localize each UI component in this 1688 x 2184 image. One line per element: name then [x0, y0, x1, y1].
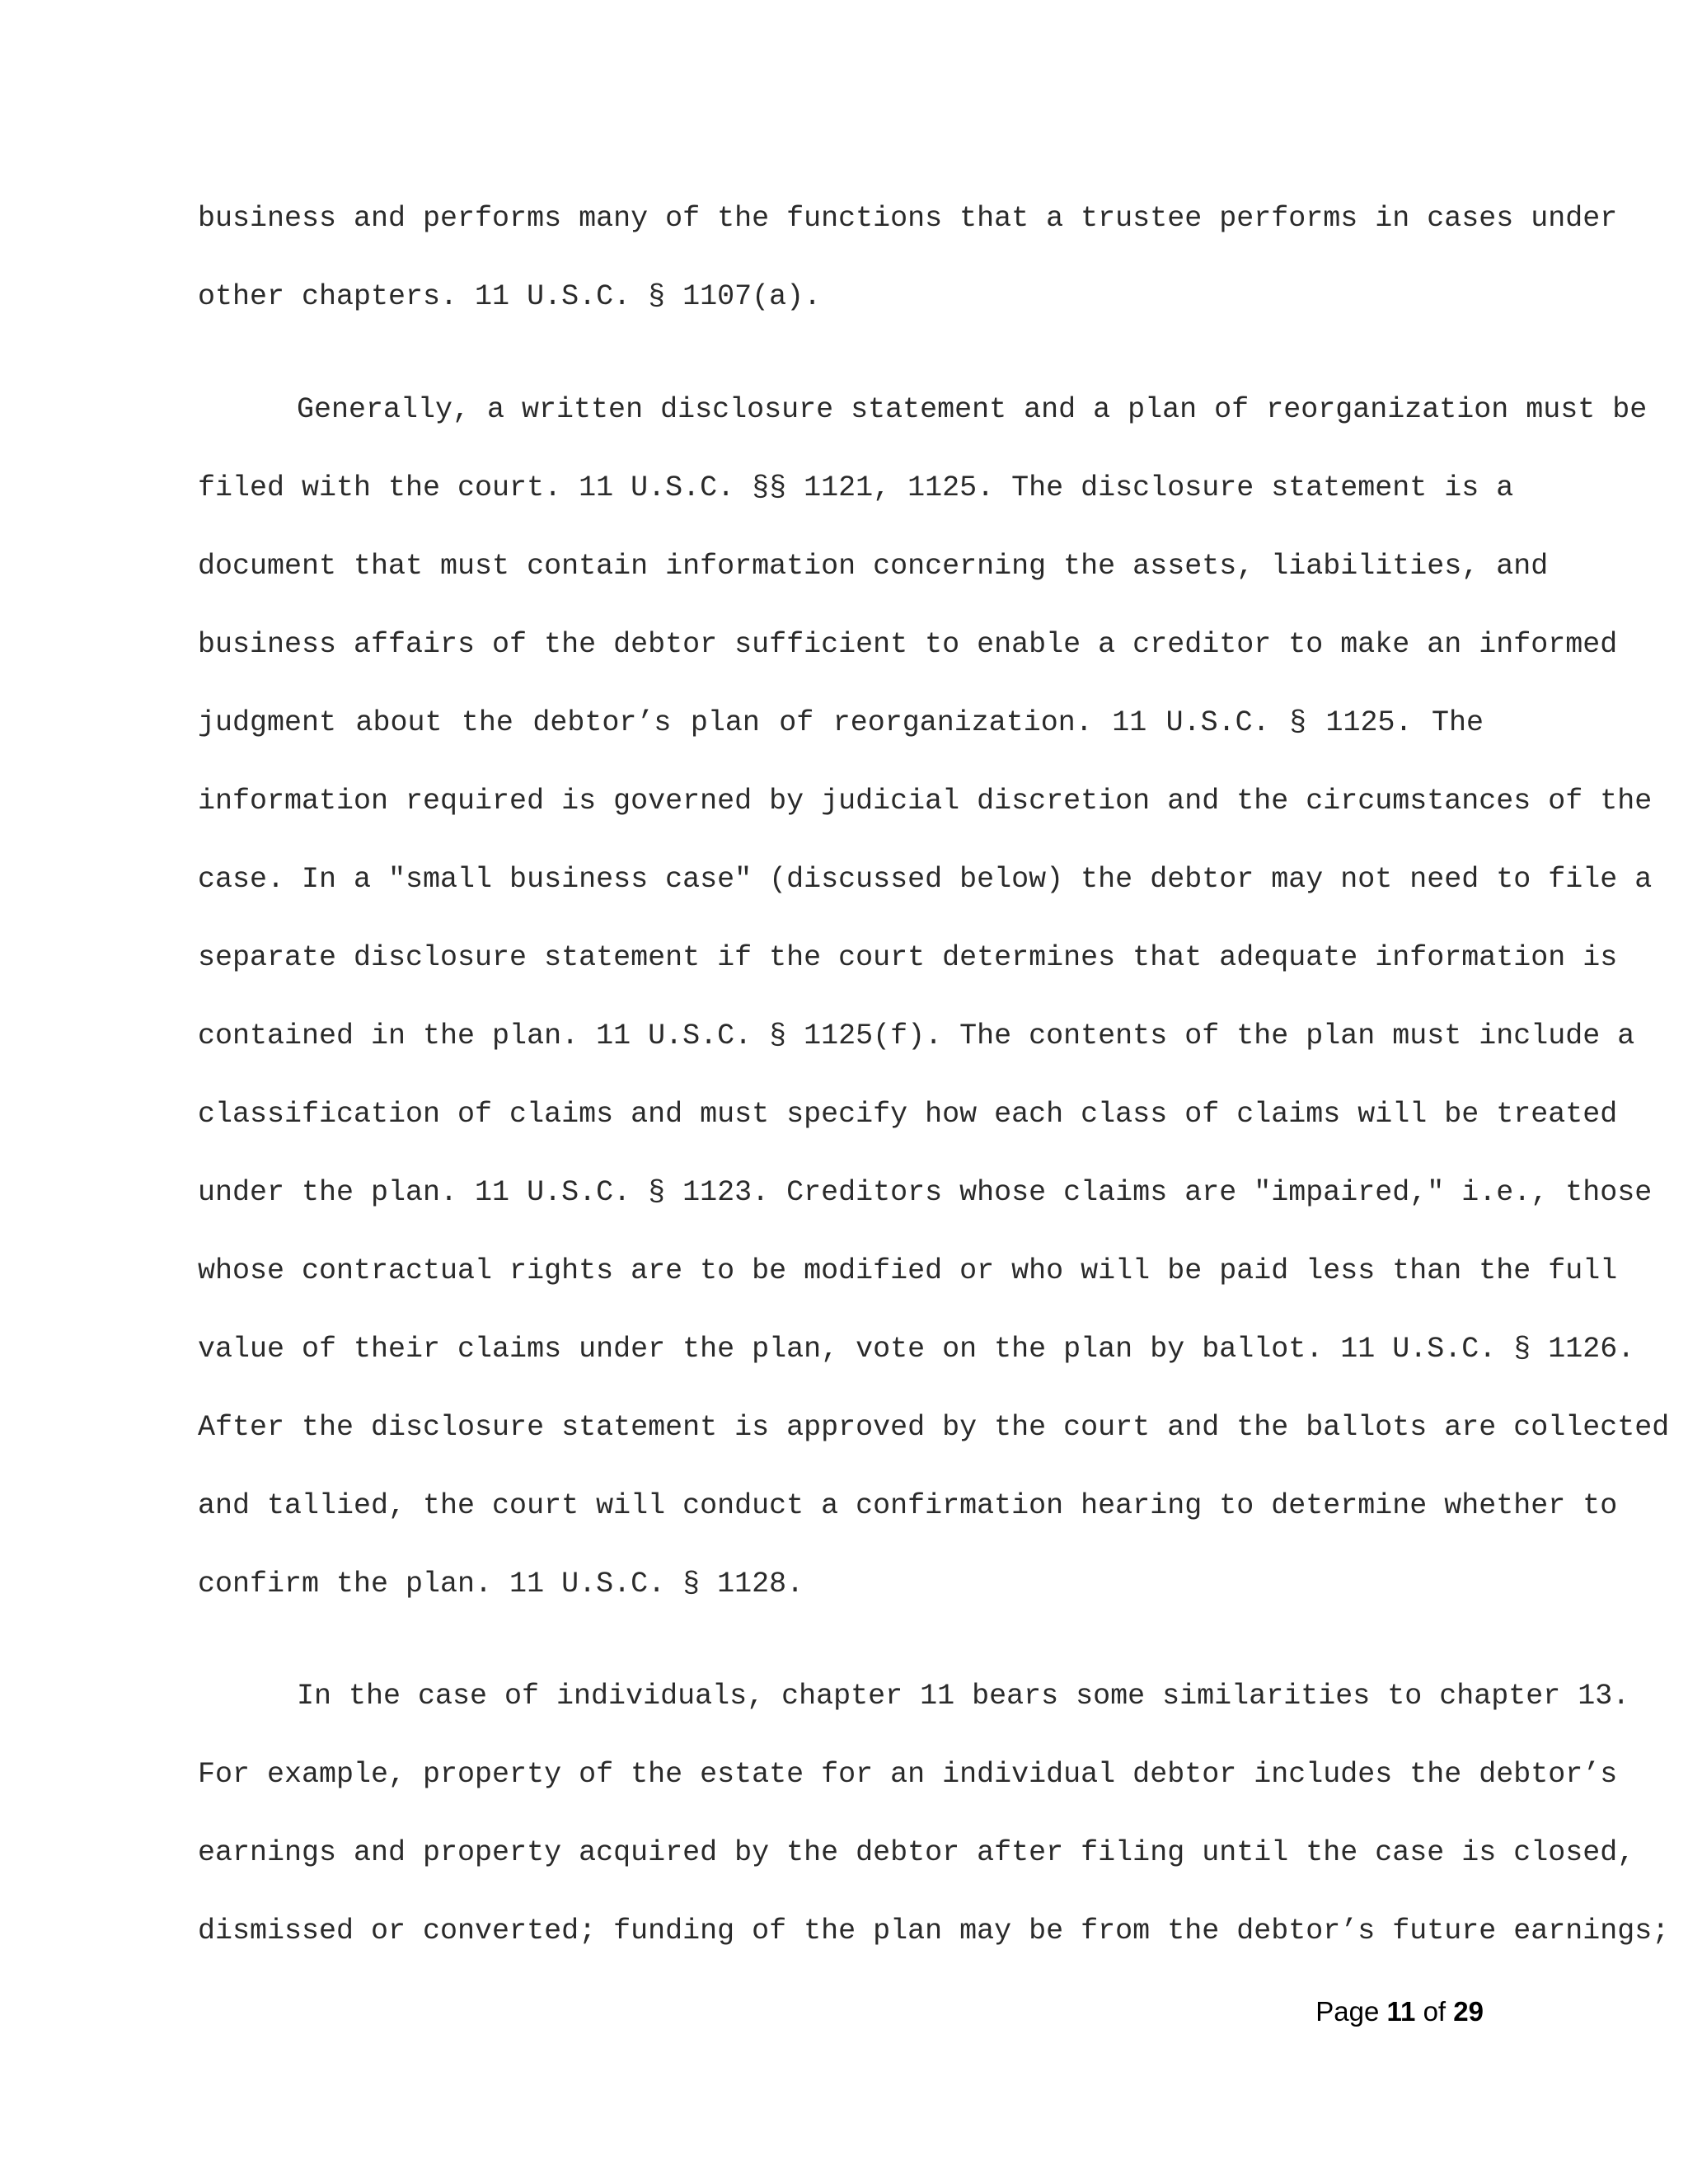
- page-label: Page: [1315, 1996, 1380, 2027]
- text-line: After the disclosure statement is approved by the court and the ballots are collected: [198, 1411, 1670, 1444]
- text-line: case. In a "small business case" (discussed below) the debtor may not need to file a: [198, 863, 1653, 896]
- text-line: other chapters. 11 U.S.C. § 1107(a).: [198, 280, 822, 313]
- text-line: and tallied, the court will conduct a confirmation hearing to determine whether to: [198, 1489, 1618, 1522]
- text-line: earnings and property acquired by the debtor after filing until the case is closed,: [198, 1836, 1635, 1869]
- text-line: business affairs of the debtor sufficient to enable a creditor to make an informed: [198, 628, 1618, 661]
- text-line: whose contractual rights are to be modified or who will be paid less than the full: [198, 1254, 1618, 1287]
- text-line: information required is governed by judicial discretion and the circumstances of the: [198, 785, 1653, 818]
- page-number-footer: [1315, 1996, 1484, 2027]
- total-page-count: 29: [1453, 1996, 1484, 2027]
- text-line: contained in the plan. 11 U.S.C. § 1125(f). The contents of the plan must include a: [198, 1019, 1635, 1052]
- text-line: business and performs many of the functions that a trustee performs in cases under: [198, 202, 1618, 235]
- of-label: of: [1423, 1996, 1447, 2027]
- text-line: judgment about the debtor’s plan of reorganization. 11 U.S.C. § 1125. The: [198, 706, 1484, 739]
- text-line: filed with the court. 11 U.S.C. §§ 1121, 1125. The disclosure statement is a: [198, 471, 1514, 504]
- text-line: document that must contain information concerning the assets, liabilities, and: [198, 550, 1549, 583]
- text-line: In the case of individuals, chapter 11 bears some similarities to chapter 13.: [297, 1680, 1630, 1713]
- current-page-number: 11: [1386, 1996, 1416, 2027]
- text-line: value of their claims under the plan, vote on the plan by ballot. 11 U.S.C. § 1126.: [198, 1333, 1635, 1366]
- text-line: For example, property of the estate for an individual debtor includes the debtor’s: [198, 1758, 1618, 1791]
- text-line: classification of claims and must specify how each class of claims will be treated: [198, 1098, 1618, 1131]
- text-line: confirm the plan. 11 U.S.C. § 1128.: [198, 1568, 804, 1601]
- text-line: separate disclosure statement if the court determines that adequate information is: [198, 941, 1618, 974]
- text-line: Generally, a written disclosure statement and a plan of reorganization must be: [297, 393, 1648, 426]
- text-line: under the plan. 11 U.S.C. § 1123. Creditors whose claims are "impaired," i.e., those: [198, 1176, 1653, 1209]
- text-line: dismissed or converted; funding of the plan may be from the debtor’s future earnings;: [198, 1915, 1670, 1947]
